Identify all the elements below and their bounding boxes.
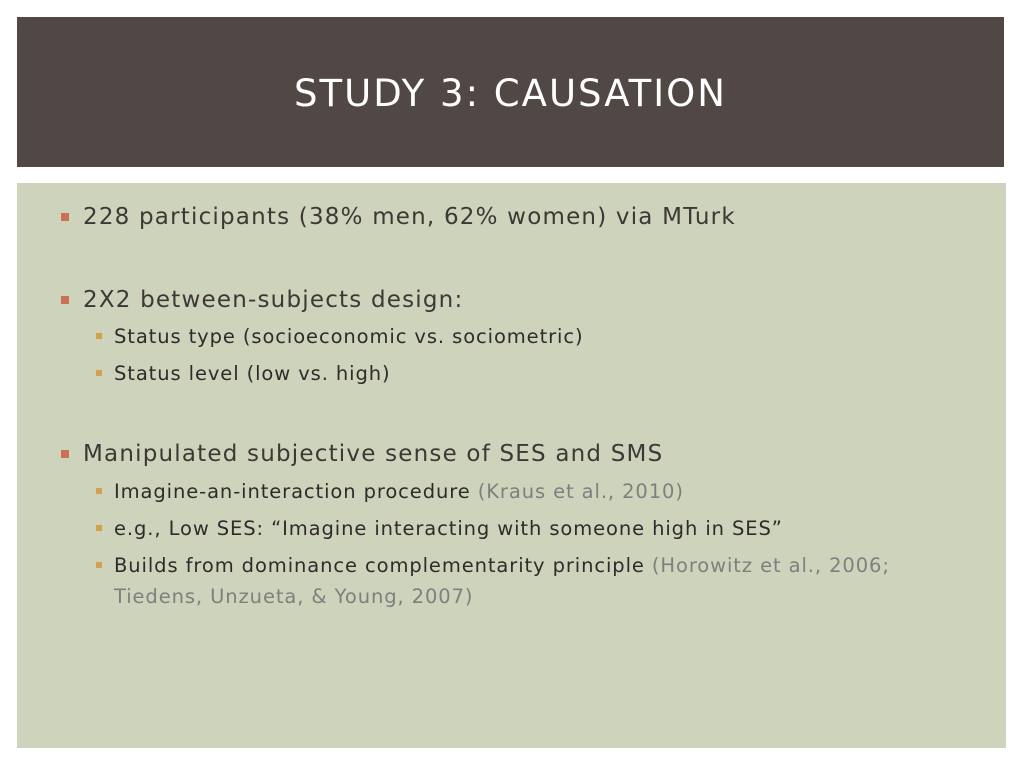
square-bullet-icon [96, 488, 102, 494]
sub-bullet-text: Builds from dominance complementarity principle [114, 554, 645, 577]
bullet-text: 2X2 between-subjects design: [83, 287, 464, 313]
citation: (Horowitz et al., 2006; Tiedens, Unzueta, & Young, 2007) [114, 554, 890, 608]
sub-bullet-status-level [96, 358, 936, 389]
square-bullet-icon [96, 525, 102, 531]
square-bullet-icon [61, 213, 69, 221]
citation: (Kraus et al., 2010) [477, 480, 684, 503]
bullet-text: 228 participants (38% men, 62% women) via MTurk [83, 204, 736, 230]
sub-bullet-text-with-citation [114, 550, 936, 612]
sub-bullet-text: Status level (low vs. high) [114, 362, 391, 385]
square-bullet-icon [96, 333, 102, 339]
bullet-text: Manipulated subjective sense of SES and SMS [83, 441, 664, 467]
bullet-design [61, 285, 463, 315]
bullet-manipulation [61, 439, 663, 469]
bullet-participants [61, 202, 736, 232]
sub-bullet-text-with-citation [114, 476, 936, 507]
slide-content [17, 183, 1006, 748]
sub-bullet-text: Imagine-an-interaction procedure [114, 480, 471, 503]
square-bullet-icon [96, 562, 102, 568]
sub-bullet-example [96, 513, 936, 544]
square-bullet-icon [96, 370, 102, 376]
sub-bullet-procedure [96, 476, 936, 507]
sub-bullet-status-type [96, 321, 936, 352]
square-bullet-icon [61, 296, 69, 304]
slide-title: STUDY 3: CAUSATION [294, 71, 727, 115]
sub-bullet-text: e.g., Low SES: “Imagine interacting with someone high in SES” [114, 517, 783, 540]
sub-bullet-principle [96, 550, 936, 612]
sub-bullet-text: Status type (socioeconomic vs. sociometric) [114, 325, 584, 348]
slide-title-bar [17, 17, 1004, 167]
square-bullet-icon [61, 450, 69, 458]
